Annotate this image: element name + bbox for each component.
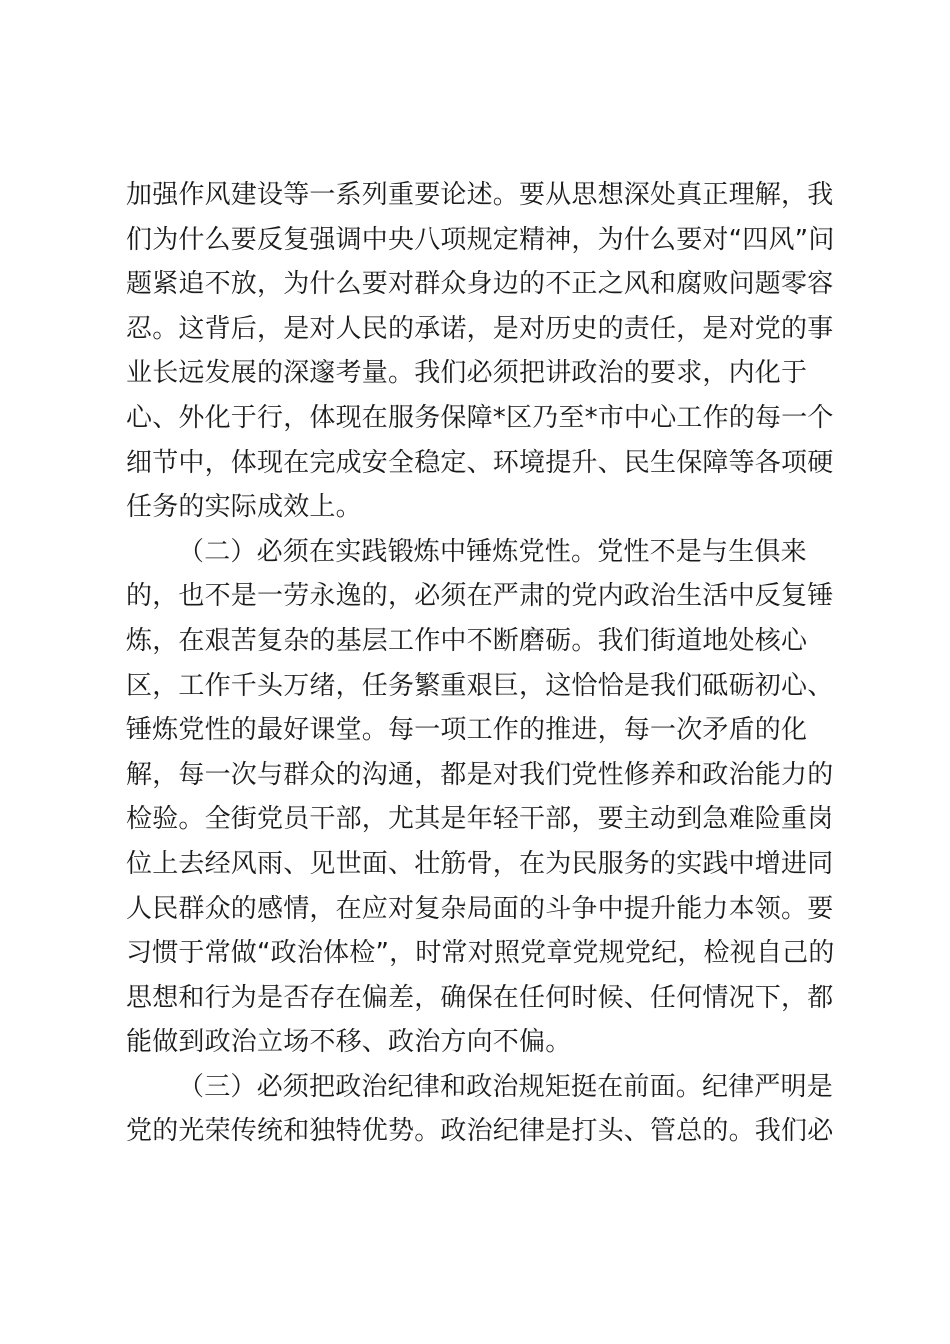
text-line: 业长远发展的深邃考量。我们必须把讲政治的要求，内化于 (126, 358, 808, 389)
text-line: 忍。这背后，是对人民的承诺，是对历史的责任，是对党的事 (126, 313, 834, 344)
text-line: 人民群众的感情，在应对复杂局面的斗争中提升能力本领。要 (126, 893, 834, 924)
text-line: 心、外化于行，体现在服务保障*区乃至*市中心工作的每一个 (126, 402, 834, 433)
text-line: 解，每一次与群众的沟通，都是对我们党性修养和政治能力的 (126, 759, 834, 790)
text-line: 思想和行为是否存在偏差，确保在任何时候、任何情况下，都 (126, 982, 834, 1013)
section-heading-line: （三）必须把政治纪律和政治规矩挺在前面。纪律严明是 (178, 1071, 834, 1102)
text-line: 党的光荣传统和独特优势。政治纪律是打头、管总的。我们必 (126, 1116, 834, 1147)
text-line: 锤炼党性的最好课堂。每一项工作的推进，每一次矛盾的化 (126, 715, 808, 746)
text-line: 炼，在艰苦复杂的基层工作中不断磨砺。我们街道地处核心 (126, 625, 808, 656)
paragraph-3 (126, 1065, 834, 1154)
text-line: 加强作风建设等一系列重要论述。要从思想深处真正理解，我 (126, 180, 834, 210)
text-line: 们为什么要反复强调中央八项规定精神，为什么要对“四风”问 (126, 224, 835, 255)
text-line: 题紧追不放，为什么要对群众身边的不正之风和腐败问题零容 (126, 269, 834, 300)
text-line: 区，工作千头万绪，任务繁重艰巨，这恰恰是我们砥砺初心、 (126, 670, 834, 701)
paragraph-2 (126, 530, 835, 1065)
document-body (126, 173, 835, 1154)
paragraph-1 (126, 173, 835, 530)
text-line: 检验。全街党员干部，尤其是年轻干部，要主动到急难险重岗 (126, 804, 834, 835)
text-line: 习惯于常做“政治体检”，时常对照党章党规党纪，检视自己的 (126, 938, 835, 969)
text-line: 的，也不是一劳永逸的，必须在严肃的党内政治生活中反复锤 (126, 581, 834, 612)
section-heading-line: （二）必须在实践锻炼中锤炼党性。党性不是与生俱来 (178, 536, 807, 567)
text-line: 细节中，体现在完成安全稳定、环境提升、民生保障等各项硬 (126, 447, 834, 478)
text-line: 位上去经风雨、见世面、壮筋骨，在为民服务的实践中增进同 (126, 848, 834, 879)
text-line: 能做到政治立场不移、政治方向不偏。 (126, 1027, 572, 1058)
text-line: 任务的实际成效上。 (126, 492, 362, 523)
